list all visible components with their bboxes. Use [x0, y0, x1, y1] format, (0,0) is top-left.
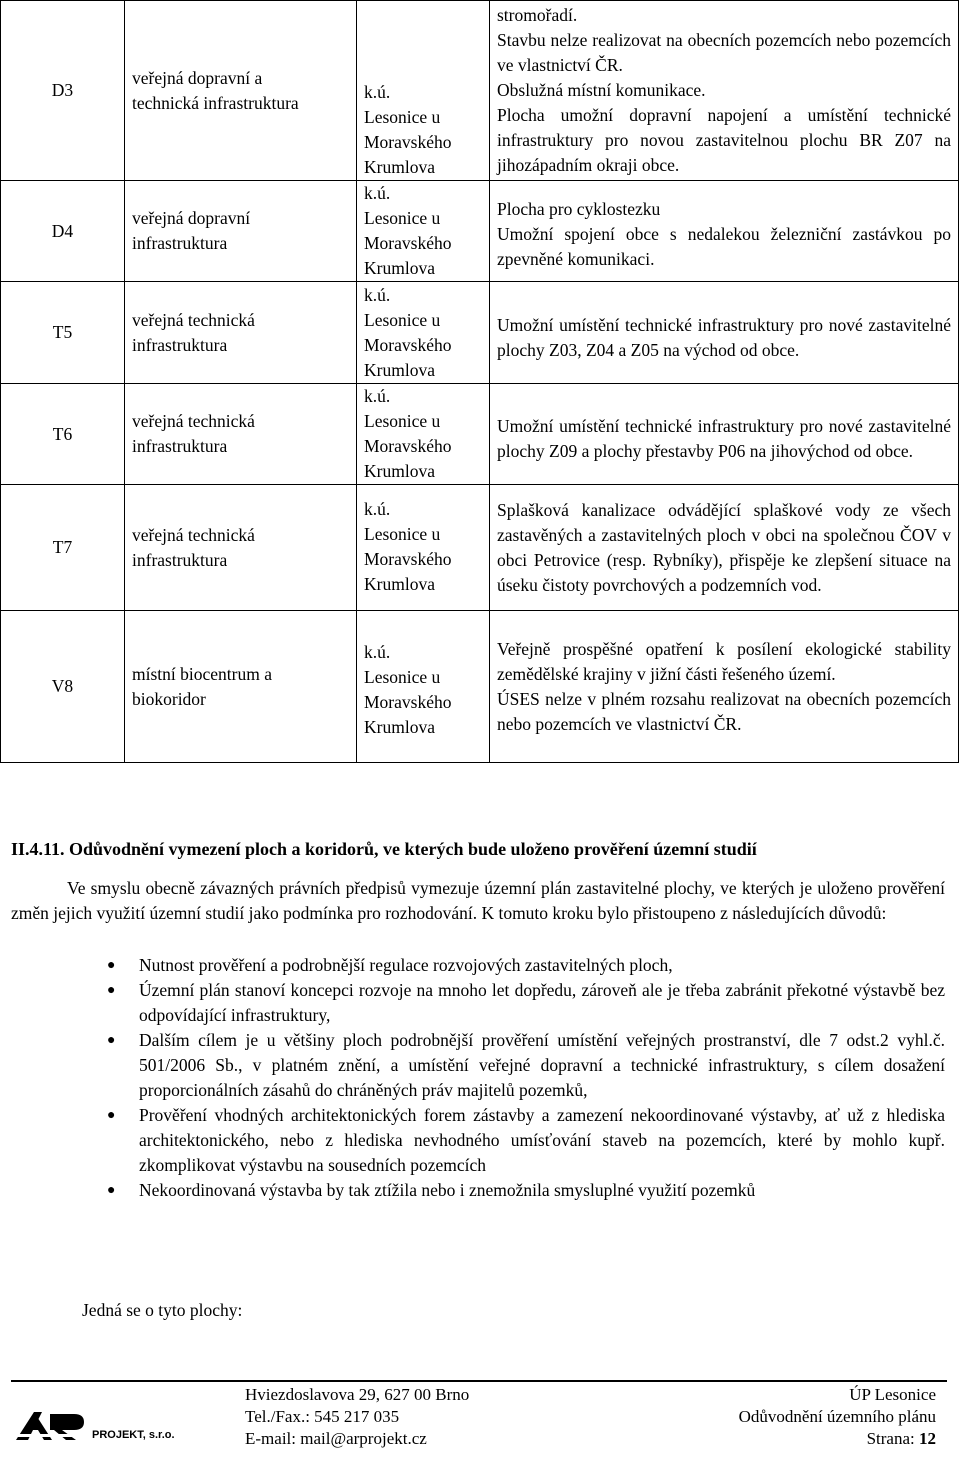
desc-text: Plocha umožní dopravní napojení a umístění technické infrastruktury pro novou zastavitelnou plochu BR Z07 na jihozápadním okraji obce.	[497, 105, 951, 175]
ku-line: Krumlova	[364, 574, 435, 594]
list-item	[11, 1103, 945, 1178]
row-code: D4	[1, 181, 125, 282]
row-purpose	[125, 282, 357, 384]
row-code: T5	[1, 282, 125, 384]
table-row	[1, 282, 959, 384]
ku-line: Moravského	[364, 233, 452, 253]
list-item	[11, 1178, 945, 1203]
desc-text: Obslužná místní komunikace.	[497, 80, 706, 100]
purpose-line: technická infrastruktura	[132, 92, 299, 113]
ku-line: Moravského	[364, 436, 452, 456]
purpose-line: infrastruktura	[132, 549, 228, 570]
list-item	[11, 978, 945, 1028]
footer-rule	[11, 1380, 947, 1382]
purpose-line: infrastruktura	[132, 334, 228, 355]
page-number: 12	[919, 1429, 936, 1448]
ku-line: k.ú.	[364, 183, 391, 203]
row-cadastre	[357, 485, 490, 611]
ku-line: Krumlova	[364, 258, 435, 278]
list-item-text: Nekoordinovaná výstavba by tak ztížila nebo i znemožnila smysluplné využití pozemků	[139, 1180, 756, 1200]
ku-line: Lesonice u	[364, 667, 441, 687]
ku-line: Moravského	[364, 549, 452, 569]
purpose-line: infrastruktura	[132, 233, 228, 253]
section-heading: II.4.11. Odůvodnění vymezení ploch a koridorů, ve kterých bude uloženo prověření územní studií	[11, 839, 757, 859]
ku-line: Krumlova	[364, 359, 435, 380]
desc-text: stromořadí.	[497, 5, 578, 25]
footer-email: E-mail: mail@arprojekt.cz	[245, 1429, 427, 1448]
bullet-icon: ●	[107, 1108, 116, 1123]
ku-line: Lesonice u	[364, 107, 441, 127]
list-item	[11, 953, 945, 978]
ku-line: Moravského	[364, 132, 452, 152]
ku-line: k.ú.	[364, 82, 391, 102]
row-purpose	[125, 1, 357, 181]
desc-text: Veřejně prospěšné opatření k posílení ekologické stability zemědělské krajiny v jižní části řešeného území.	[497, 638, 951, 684]
row-description	[490, 611, 959, 763]
row-cadastre	[357, 282, 490, 384]
ku-line: Lesonice u	[364, 524, 441, 544]
company-logo	[12, 1404, 192, 1444]
list-item-text: Územní plán stanoví koncepci rozvoje na mnoho let dopředu, zároveň ale je třeba zabránit překotné výstavbě bez odpovídající infrastruktury,	[139, 980, 945, 1025]
purpose-line: veřejná dopravní a	[132, 67, 263, 88]
ku-line: Krumlova	[364, 157, 435, 177]
list-item	[11, 1028, 945, 1103]
table-row	[1, 611, 959, 763]
row-purpose	[125, 181, 357, 282]
ku-line: Krumlova	[364, 461, 435, 481]
row-cadastre	[357, 181, 490, 282]
desc-text: ÚSES nelze v plném rozsahu realizovat na obecních pozemcích nebo pozemcích ve vlastnictví ČR.	[497, 688, 951, 734]
row-description	[490, 282, 959, 384]
row-description	[490, 485, 959, 611]
purpose-line: infrastruktura	[132, 436, 228, 456]
row-purpose	[125, 611, 357, 763]
ku-line: k.ú.	[364, 386, 391, 406]
bullet-icon: ●	[107, 983, 116, 998]
row-cadastre	[357, 611, 490, 763]
purpose-line: biokoridor	[132, 688, 206, 709]
table-row	[1, 485, 959, 611]
desc-text: Umožní spojení obce s nedalekou železniční zastávkou po zpevněné komunikaci.	[497, 223, 951, 269]
ku-line: k.ú.	[364, 284, 391, 305]
ku-line: Lesonice u	[364, 208, 441, 228]
desc-text: Umožní umístění technické infrastruktury pro nové zastavitelné plochy Z09 a plochy přestavby P06 na jihovýchod od obce.	[497, 416, 951, 461]
desc-text: Plocha pro cyklostezku	[497, 198, 661, 219]
row-purpose	[125, 384, 357, 485]
closing-text: Jedná se o tyto plochy:	[82, 1300, 243, 1320]
footer-project: ÚP Lesonice	[849, 1385, 936, 1404]
desc-text: Stavbu nelze realizovat na obecních pozemcích nebo pozemcích ve vlastnictví ČR.	[497, 30, 951, 75]
bullet-icon: ●	[107, 958, 116, 973]
purpose-line: veřejná technická	[132, 524, 255, 545]
logo-text: PROJEKT, s.r.o.	[92, 1429, 175, 1441]
list-item-text: Dalším cílem je u většiny ploch podrobnější prověření umístění veřejných prostranství, dle 7 odst.2 vyhl.č. 501/2006 Sb., v platném znění, a umístění veřejné dopravní a technické infrastruktury, s cílem dosažení proporcionálních zásahů do chráněných práv majitelů pozemků,	[139, 1030, 945, 1100]
ku-line: k.ú.	[364, 499, 391, 519]
row-cadastre	[357, 1, 490, 181]
reasons-list	[11, 953, 945, 1203]
footer-address: Hviezdoslavova 29, 627 00 Brno	[245, 1385, 470, 1404]
bullet-icon: ●	[107, 1183, 116, 1198]
footer-doc-title: Odůvodnění územního plánu	[738, 1407, 936, 1426]
ku-line: Lesonice u	[364, 411, 441, 431]
bullet-icon: ●	[107, 1033, 116, 1048]
list-item-text: Prověření vhodných architektonických forem zástavby a zamezení nekoordinované výstavby, ať už z hlediska architektonického, nebo z hlediska nevhodného umísťování staveb na pozemcích, které by mohlo kupř. zkomplikovat výstavbu na sousedních pozemcích	[139, 1105, 945, 1175]
row-code: V8	[1, 611, 125, 763]
ku-line: Lesonice u	[364, 309, 441, 330]
page-indicator	[739, 1428, 936, 1450]
row-purpose	[125, 485, 357, 611]
row-description	[490, 1, 959, 181]
section-paragraph: Ve smyslu obecně závazných právních předpisů vymezuje územní plán zastavitelné plochy, ve kterých je uloženo prověření změn jejich využití územní studií jako podmínka pro rozhodování. K tomuto kroku bylo přistoupeno z následujících důvodů:	[11, 878, 945, 923]
purpose-line: veřejná dopravní	[132, 208, 251, 228]
table-row	[1, 384, 959, 485]
purpose-line: veřejná technická	[132, 309, 255, 330]
ku-line: Krumlova	[364, 717, 435, 737]
footer-phone: Tel./Fax.: 545 217 035	[245, 1407, 400, 1426]
footer-address-block	[245, 1384, 469, 1450]
purpose-line: veřejná technická	[132, 411, 255, 431]
row-code: D3	[1, 1, 125, 181]
row-code: T7	[1, 485, 125, 611]
purpose-line: místní biocentrum a	[132, 663, 272, 684]
row-description	[490, 384, 959, 485]
footer-doc-block	[739, 1384, 936, 1450]
list-item-text: Nutnost prověření a podrobnější regulace rozvojových zastavitelných ploch,	[139, 955, 673, 975]
page-label: Strana:	[866, 1429, 915, 1448]
ku-line: Moravského	[364, 692, 452, 712]
row-code: T6	[1, 384, 125, 485]
desc-text: Umožní umístění technické infrastruktury pro nové zastavitelné plochy Z03, Z04 a Z05 na východ od obce.	[497, 314, 951, 360]
desc-text: Splašková kanalizace odvádějící splaškové vody ze všech zastavěných a zastavitelných ploch v obci na společnou ČOV v obci Petrovice (resp. Rybníky), přispěje ke zlepšení situace na úseku čistoty povrchových a podzemních vod.	[497, 499, 951, 595]
ku-line: Moravského	[364, 334, 452, 355]
ku-line: k.ú.	[364, 642, 391, 662]
row-cadastre	[357, 384, 490, 485]
table-row	[1, 181, 959, 282]
table-row	[1, 1, 959, 181]
row-description	[490, 181, 959, 282]
